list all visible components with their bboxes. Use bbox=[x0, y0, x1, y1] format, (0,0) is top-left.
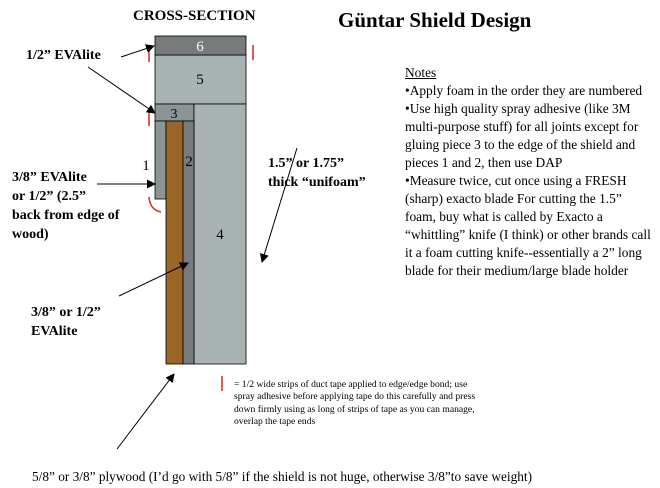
piece-3-number: 3 bbox=[170, 107, 178, 122]
notes-panel bbox=[405, 64, 655, 280]
notes-heading: Notes bbox=[405, 65, 437, 80]
piece-5-number: 5 bbox=[196, 72, 204, 88]
piece-1 bbox=[155, 121, 166, 199]
piece-6-number: 6 bbox=[196, 39, 204, 55]
unifoam-label: 1.5” or 1.75” thick “unifoam” bbox=[268, 156, 366, 190]
arrow-piece3 bbox=[88, 67, 155, 113]
note-item: •Use high quality spray adhesive (like 3M multi-purpose stuff) for all joints except for gluing piece 3 to the edge of the shield and pieces 1 and 2, then use DAP bbox=[405, 101, 639, 170]
side-evalite-label: 3/8” EVAlite or 1/2” (2.5” back from edge of wood) bbox=[12, 170, 120, 242]
tape-legend: = 1/2 wide strips of duct tape applied to edge/edge bond; use spray adhesive before applying tape do this carefully and press down firmly using as long of strips of tape as you can manage, overlap the tape ends bbox=[234, 379, 476, 428]
arrow-plywood bbox=[117, 374, 174, 449]
lower-evalite-label: 3/8” or 1/2” EVAlite bbox=[31, 305, 101, 339]
plywood bbox=[166, 121, 183, 364]
piece-1-number: 1 bbox=[142, 158, 150, 174]
plywood-label: 5/8” or 3/8” plywood (I’d go with 5/8” if the shield is not huge, otherwise 3/8”to save weight) bbox=[32, 469, 533, 484]
cross-section-label: CROSS-SECTION bbox=[133, 8, 256, 24]
diagram-title: Güntar Shield Design bbox=[338, 8, 532, 32]
note-item: •Measure twice, cut once using a FRESH (sharp) exacto blade For cutting the 1.5” foam, buy what is called by Exacto a “whittling” knife (I think) or other brands call it a foam cutting knife--essentially a 2” long blade for their medium/large blade holder bbox=[405, 173, 651, 278]
note-item: •Apply foam in the order they are numbered bbox=[405, 83, 643, 98]
piece-4-number: 4 bbox=[216, 227, 224, 243]
top-evalite-label: 1/2” EVAlite bbox=[26, 48, 101, 63]
piece-2-number: 2 bbox=[185, 154, 193, 170]
